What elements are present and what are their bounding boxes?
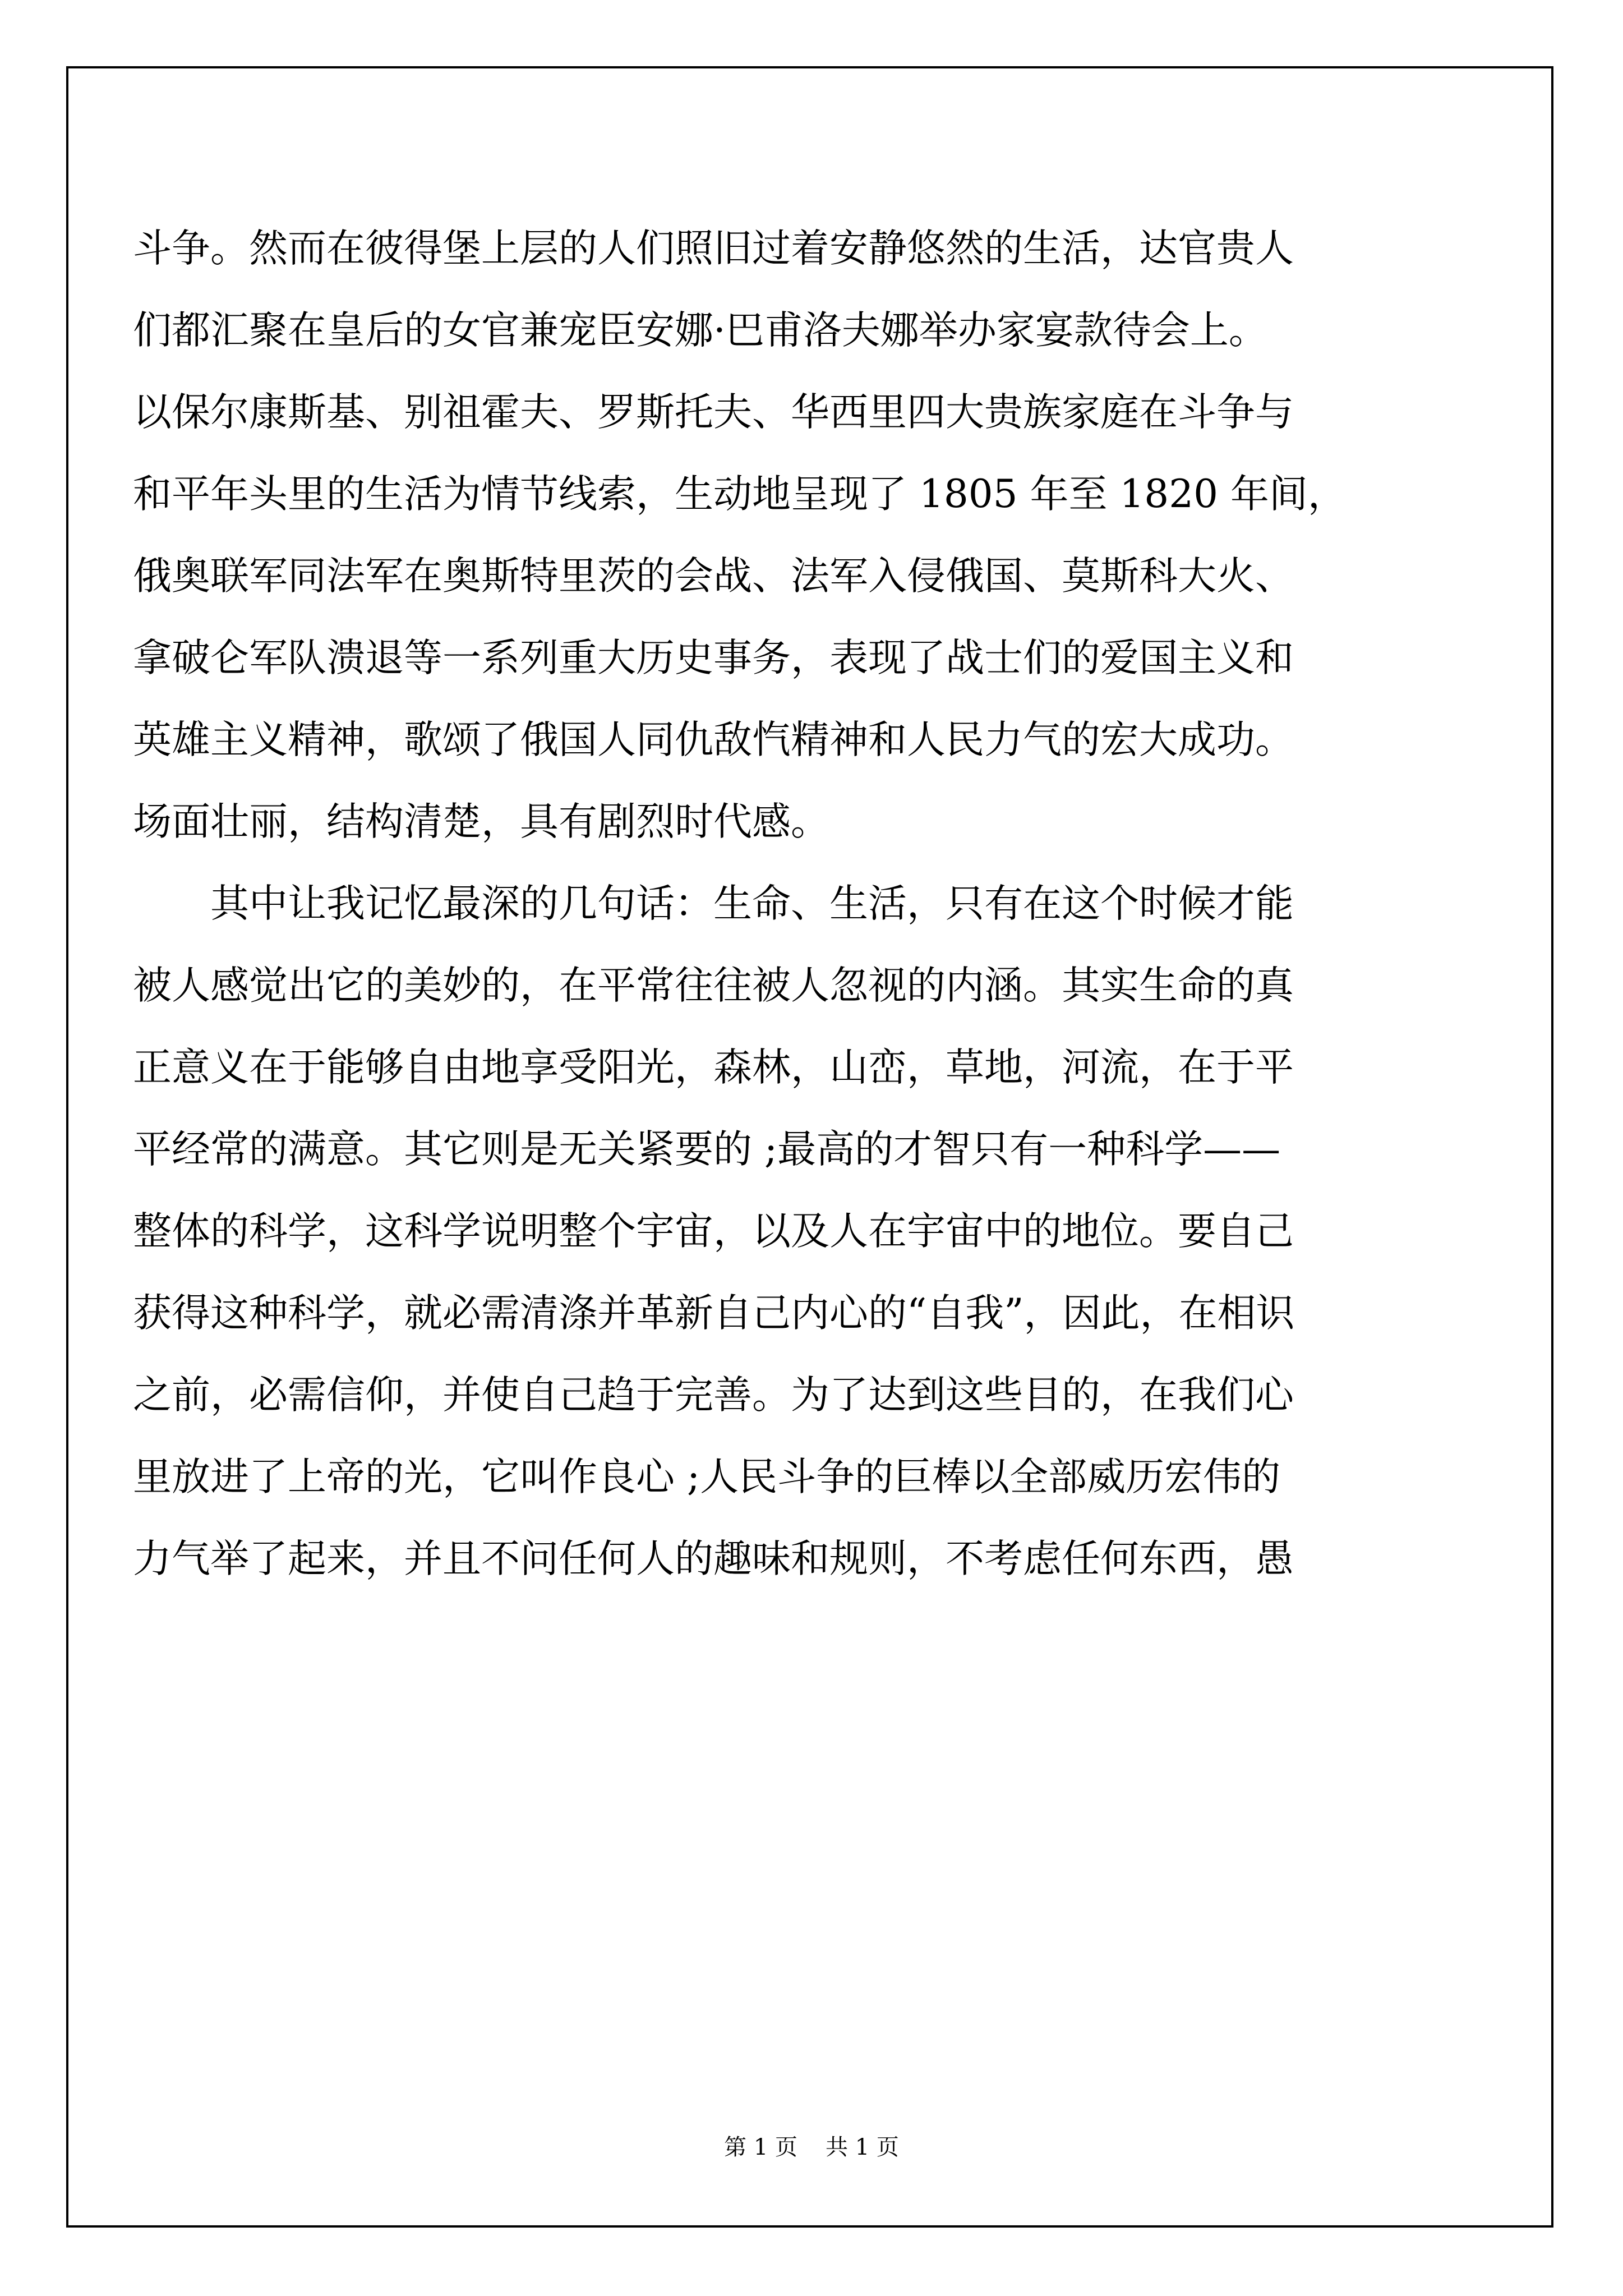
text-line: 斗争。然而在彼得堡上层的人们照旧过着安静悠然的生活，达官贵人 (133, 226, 1294, 271)
text-line: 拿破仑军队溃退等一系列重大历史事务，表现了战士们的爱国主义和 (133, 636, 1294, 680)
page-number: 第 1 页 (724, 2134, 797, 2160)
text-line: 俄奥联军同法军在奥斯特里茨的会战、法军入侵俄国、莫斯科大火、 (133, 554, 1294, 599)
text-line: 之前，必需信仰，并使自己趋于完善。为了达到这些目的，在我们心 (133, 1373, 1294, 1418)
document-body (133, 0, 1490, 2019)
text-line: 被人感觉出它的美妙的，在平常往往被人忽视的内涵。其实生命的真 (133, 963, 1294, 1008)
text-line: 以保尔康斯基、别祖霍夫、罗斯托夫、华西里四大贵族家庭在斗争与 (133, 390, 1294, 435)
text-line: 力气举了起来，并且不问任何人的趣味和规则，不考虑任何东西，愚 (133, 1536, 1294, 1581)
page-footer (0, 2131, 1623, 2164)
total-pages: 共 1 页 (826, 2134, 899, 2160)
text-line: 里放进了上帝的光，它叫作良心 ;人民斗争的巨棒以全部威历宏伟的 (133, 1455, 1281, 1499)
text-line: 英雄主义精神，歌颂了俄国人同仇敌忾精神和人民力气的宏大成功。 (133, 717, 1294, 762)
paragraph-first-line: 其中让我记忆最深的几句话：生命、生活，只有在这个时候才能 (210, 881, 1294, 926)
text-line: 整体的科学，这科学说明整个宇宙，以及人在宇宙中的地位。要自己 (133, 1209, 1294, 1254)
text-line: 正意义在于能够自由地享受阳光，森林，山峦，草地，河流，在于平 (133, 1045, 1294, 1090)
text-line: 场面壮丽，结构清楚，具有剧烈时代感。 (133, 799, 829, 844)
text-line: 获得这种科学，就必需清涤并革新自己内心的“自我”，因此，在相识 (133, 1291, 1295, 1336)
text-line: 和平年头里的生活为情节线索，生动地呈现了 1805 年至 1820 年间， (133, 472, 1347, 517)
text-line: 们都汇聚在皇后的女官兼宠臣安娜·巴甫洛夫娜举办家宴款待会上。 (133, 308, 1267, 353)
text-line: 平经常的满意。其它则是无关紧要的 ;最高的才智只有一种科学—— (133, 1127, 1281, 1172)
